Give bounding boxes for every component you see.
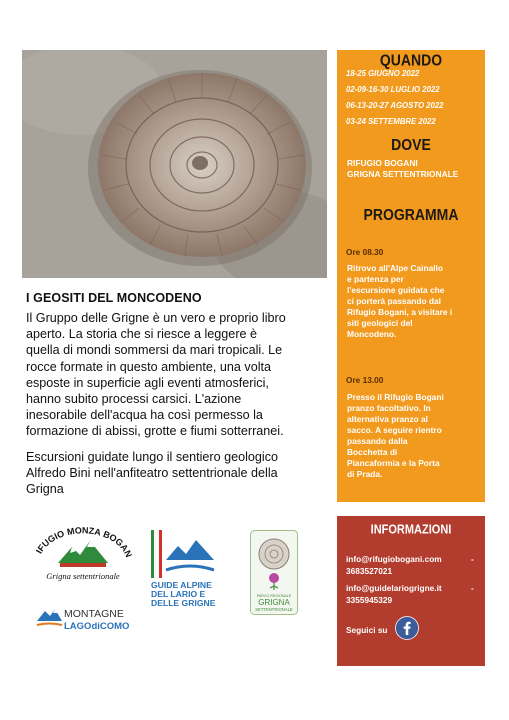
program-line: e partenza per	[347, 274, 404, 284]
guide-alpine-logo	[150, 530, 230, 610]
program-line: Bocchetta di	[347, 447, 398, 457]
date-line: 03-24 SETTEMBRE 2022	[346, 117, 436, 126]
program-line: Piancaformia e la Porta	[347, 458, 440, 468]
paragraph-line: quella di mondi sommersi da mari tropicali. Le	[26, 343, 283, 358]
paragraph-line: Escursioni guidate lungo il sentiero geologico	[26, 450, 279, 464]
paragraph-line: formazione di abissi, grotte e fiumi sotterranei.	[26, 424, 284, 439]
email-link[interactable]: info@rifugiobogani.com	[346, 554, 442, 564]
schedule-box	[337, 50, 485, 502]
time-label: Ore 13.00	[346, 375, 384, 385]
montagne-lagodicomo-logo	[35, 603, 133, 633]
time-label: Ore 08.30	[346, 247, 384, 257]
paragraph-line: Alfredo Bini nell'anfiteatro settentrionale della	[26, 466, 278, 481]
dove-heading: DOVE	[391, 134, 431, 154]
paragraph-line: aperto. La storia che si riesce a leggere è	[26, 327, 258, 342]
section-title: I GEOSITI DEL MONCODENO	[26, 291, 202, 305]
rifugio-logo-sub: Grigna settentrionale	[46, 571, 120, 581]
paragraph-line: inesorabile dell'acqua ha così permesso la	[26, 408, 263, 423]
program-line: pranzo facoltativo. In	[347, 403, 431, 413]
location-line: RIFUGIO BOGANI	[347, 158, 418, 168]
montagne-logo-bottom: LAGOdiCOMO	[64, 621, 130, 632]
program-line: Rifugio Bogani, a visitare i	[347, 307, 453, 317]
programma-heading: PROGRAMMA	[363, 204, 459, 224]
parco-logo-line: GRIGNA	[258, 598, 290, 607]
rifugio-logo-name: IFUGIO MONZA BOGA	[34, 525, 131, 556]
ammonite-photo	[22, 50, 327, 278]
program-line: Ritrovo all'Alpe Cainallo	[347, 263, 443, 273]
intro-paragraph	[26, 310, 328, 440]
guide-logo-line: DEL LARIO E	[151, 589, 206, 599]
program-line: alternativa pranzo al	[347, 414, 428, 424]
date-line: 06-13-20-27 AGOSTO 2022	[346, 101, 444, 110]
quando-heading: QUANDO	[379, 50, 443, 70]
rifugio-bogani-logo	[34, 525, 132, 585]
program-line: di Prada.	[347, 469, 383, 479]
facebook-icon[interactable]	[395, 616, 419, 640]
parco-grigna-logo	[250, 530, 298, 615]
contacts-box	[337, 516, 485, 666]
parco-logo-line: PARCO REGIONALE	[256, 594, 292, 598]
program-line: l'escursione guidata che	[347, 285, 445, 295]
paragraph-line: esposte in superficie agli eventi atmosferici,	[26, 375, 269, 390]
date-line: 18-25 GIUGNO 2022	[346, 69, 420, 78]
program-line: sacco. A seguire rientro	[347, 425, 442, 435]
paragraph-line: hanno subito processi carsici. L'azione	[26, 392, 242, 407]
location-line: GRIGNA SETTENTRIONALE	[347, 169, 459, 179]
phone-number: 3355945329	[346, 595, 393, 605]
phone-number: 3683527021	[346, 566, 393, 576]
guide-logo-line: DELLE GRIGNE	[151, 598, 216, 608]
program-line: passando dalla	[347, 436, 408, 446]
parco-logo-line: SETTENTRIONALE	[255, 607, 293, 612]
separator: -	[471, 583, 474, 593]
contacts-heading: INFORMAZIONI	[370, 523, 452, 537]
paragraph-line: rocce formate in questo ambiente, una volta	[26, 359, 272, 374]
follow-label: Seguici su	[346, 625, 388, 635]
excursion-paragraph	[26, 449, 328, 498]
program-line: Presso il Rifugio Bogani	[347, 392, 444, 402]
program-line: Moncodeno.	[347, 329, 397, 339]
date-line: 02-09-16-30 LUGLIO 2022	[346, 85, 440, 94]
paragraph-line: Grigna	[26, 482, 64, 497]
montagne-logo-top: MONTAGNE	[64, 608, 124, 620]
program-line: ci porterà passando dal	[347, 296, 442, 306]
program-line: siti geologici del	[347, 318, 413, 328]
guide-logo-line: GUIDE ALPINE	[151, 580, 212, 590]
email-link[interactable]: info@guidelariogrigne.it	[346, 583, 442, 593]
separator: -	[471, 554, 474, 564]
paragraph-line: Il Gruppo delle Grigne è un vero e proprio libro	[26, 311, 286, 325]
